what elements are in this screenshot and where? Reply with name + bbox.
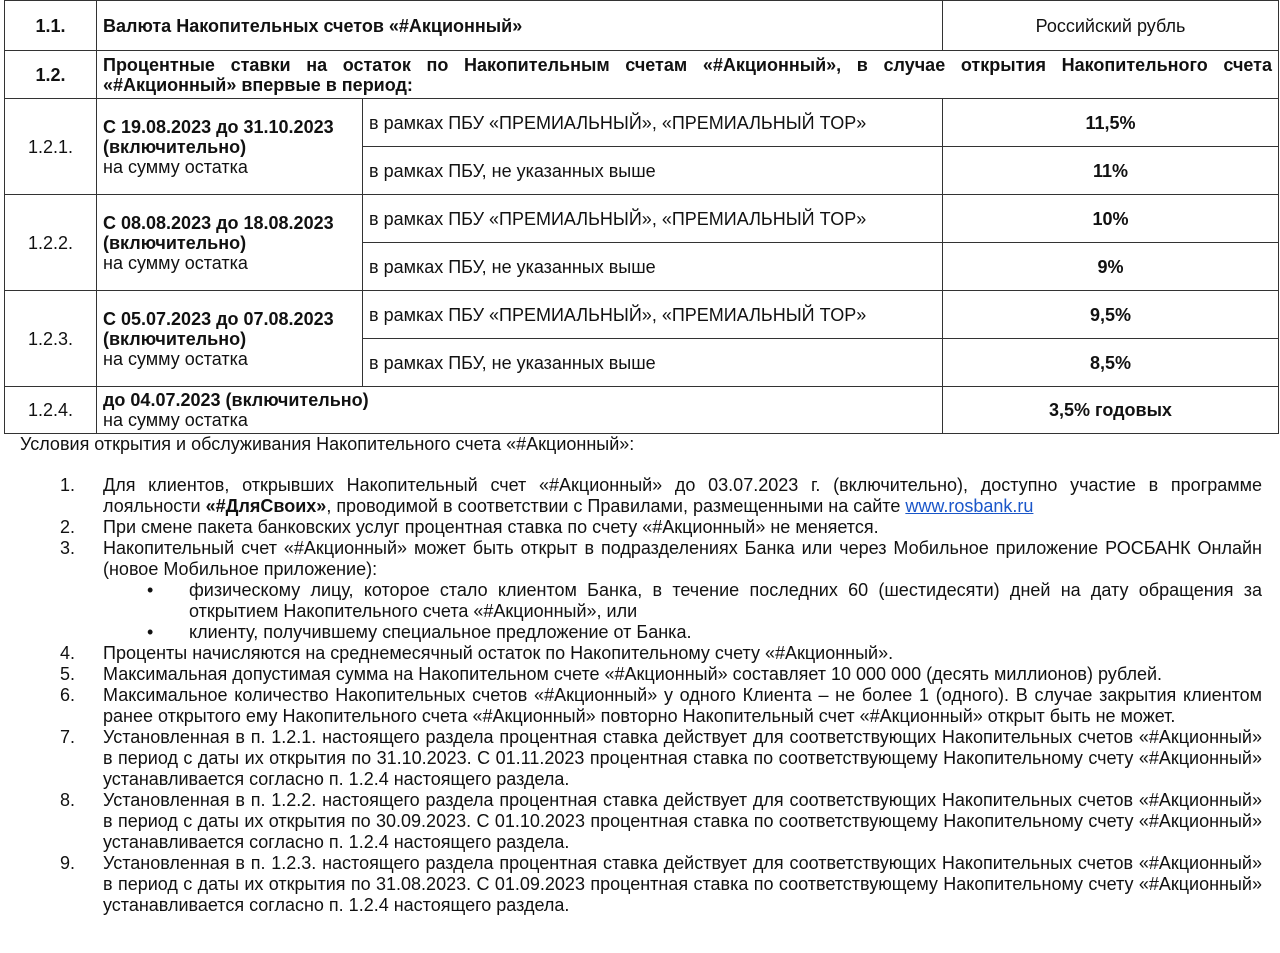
row-number: 1.2.2.: [5, 195, 97, 291]
period-cell: [97, 291, 363, 387]
bullet-item: [103, 580, 1262, 622]
item-text: Для клиентов, открывших Накопительный счет «#Акционный» до 03.07.2023 г. (включительно), доступно участие в программе лояльности: [103, 475, 1262, 516]
program-name: «#ДляСвоих»: [205, 496, 327, 516]
list-item: [0, 790, 1262, 853]
period-cell: [97, 99, 363, 195]
item-number: 3.: [60, 538, 76, 558]
rate-value: 10%: [943, 195, 1279, 243]
list-item: [0, 475, 1262, 517]
list-item: [0, 853, 1262, 916]
row-number: 1.2.4.: [5, 387, 97, 434]
rate-value: 11%: [943, 147, 1279, 195]
period-dates: С 05.07.2023 до 07.08.2023: [103, 308, 334, 329]
item-number: 6.: [60, 685, 76, 705]
item-number: 4.: [60, 643, 76, 663]
item-text: , проводимой в соответствии с Правилами, размещенными на сайте: [326, 496, 906, 516]
period-note: на сумму остатка: [103, 410, 248, 430]
item-number: 8.: [60, 790, 76, 810]
condition-cell: в рамках ПБУ «ПРЕМИАЛЬНЫЙ», «ПРЕМИАЛЬНЫЙ TOP»: [363, 195, 943, 243]
rate-value: 9%: [943, 243, 1279, 291]
table-row: [5, 195, 1279, 243]
condition-cell: в рамках ПБУ, не указанных выше: [363, 243, 943, 291]
rate-value: 9,5%: [943, 291, 1279, 339]
row-number: 1.2.1.: [5, 99, 97, 195]
bullet-item: [103, 622, 1262, 643]
bullet-text: физическому лицу, которое стало клиентом Банка, в течение последних 60 (шестидесяти) дней на дату обращения за открытием Накопительного счета «#Акционный», или: [189, 580, 1262, 621]
conditions-title: Условия открытия и обслуживания Накопительного счета «#Акционный»:: [20, 434, 635, 454]
item-number: 2.: [60, 517, 76, 537]
bullet-icon: •: [147, 580, 154, 600]
row-number: 1.1.: [5, 1, 97, 51]
item-text: Максимальная допустимая сумма на Накопительном счете «#Акционный» составляет 10 000 000 (десять миллионов) рублей.: [103, 664, 1163, 684]
rosbank-link[interactable]: www.rosbank.ru: [905, 496, 1034, 516]
item-text: Установленная в п. 1.2.2. настоящего раздела процентная ставка действует для соответствующих Накопительных счетов «#Акционный» в период с даты их открытия по 30.09.2023. С 01.10.2023 процентная ставка по соответствующему Накопительному счету «#Акционный» устанавливается согласно п. 1.2.4 настоящего раздела.: [103, 790, 1262, 852]
rate-value: 11,5%: [943, 99, 1279, 147]
item-number: 1.: [60, 475, 76, 495]
item-text: Максимальное количество Накопительных счетов «#Акционный» у одного Клиента – не более 1 (одного). В случае закрытия клиентом ранее открытого ему Накопительного счета «#Акционный» повторно Накопительный счет «#Акционный» открыт быть не может.: [103, 685, 1262, 726]
period-dates: С 19.08.2023 до 31.10.2023: [103, 116, 334, 137]
item-text: Проценты начисляются на среднемесячный остаток по Накопительному счету «#Акционный».: [103, 643, 894, 663]
conditions-list: [0, 475, 1262, 916]
row-number: 1.2.: [5, 51, 97, 99]
row-number: 1.2.3.: [5, 291, 97, 387]
currency-value: Российский рубль: [943, 1, 1279, 51]
item-text: Установленная в п. 1.2.1. настоящего раздела процентная ставка действует для соответствующих Накопительных счетов «#Акционный» в период с даты их открытия по 31.10.2023. С 01.11.2023 процентная ставка по соответствующему Накопительному счету «#Акционный» устанавливается согласно п. 1.2.4 настоящего раздела.: [103, 727, 1262, 789]
rate-value: 3,5% годовых: [943, 387, 1279, 434]
period-inclusive: (включительно): [103, 328, 247, 349]
period-note: на сумму остатка: [103, 156, 248, 177]
list-item: [0, 517, 1262, 538]
table-row: [5, 1, 1279, 51]
bullet-icon: •: [147, 622, 154, 642]
table-row: [5, 51, 1279, 99]
list-item: [0, 538, 1262, 643]
item-number: 5.: [60, 664, 76, 684]
table-row: [5, 387, 1279, 434]
item-number: 7.: [60, 727, 76, 747]
table-row: [5, 99, 1279, 147]
period-dates: до 04.07.2023 (включительно): [103, 390, 369, 410]
item-number: 9.: [60, 853, 76, 873]
period-note: на сумму остатка: [103, 348, 248, 369]
list-item: [0, 643, 1262, 664]
condition-cell: в рамках ПБУ «ПРЕМИАЛЬНЫЙ», «ПРЕМИАЛЬНЫЙ TOP»: [363, 291, 943, 339]
condition-cell: в рамках ПБУ, не указанных выше: [363, 339, 943, 387]
list-item: [0, 685, 1262, 727]
list-item: [0, 727, 1262, 790]
period-cell: [97, 387, 943, 434]
list-item: [0, 664, 1262, 685]
period-cell: [97, 195, 363, 291]
bullet-text: клиенту, получившему специальное предложение от Банка.: [189, 622, 692, 642]
period-inclusive: (включительно): [103, 136, 247, 157]
period-inclusive: (включительно): [103, 232, 247, 253]
item-text: При смене пакета банковских услуг процентная ставка по счету «#Акционный» не меняется.: [103, 517, 879, 537]
condition-cell: в рамках ПБУ, не указанных выше: [363, 147, 943, 195]
rates-heading: Процентные ставки на остаток по Накопительным счетам «#Акционный», в случае открытия Накопительного счета «#Акционный» впервые в период:: [97, 51, 1279, 99]
currency-label: Валюта Накопительных счетов «#Акционный»: [97, 1, 943, 51]
period-note: на сумму остатка: [103, 252, 248, 273]
bullet-list: [103, 580, 1262, 643]
item-text: Накопительный счет «#Акционный» может быть открыт в подразделениях Банка или через Мобильное приложение РОСБАНК Онлайн (новое Мобильное приложение):: [103, 538, 1262, 579]
table-row: [5, 291, 1279, 339]
rate-value: 8,5%: [943, 339, 1279, 387]
item-text: Установленная в п. 1.2.3. настоящего раздела процентная ставка действует для соответствующих Накопительных счетов «#Акционный» в период с даты их открытия по 31.08.2023. С 01.09.2023 процентная ставка по соответствующему Накопительному счету «#Акционный» устанавливается согласно п. 1.2.4 настоящего раздела.: [103, 853, 1262, 915]
rates-table: [4, 0, 1279, 434]
condition-cell: в рамках ПБУ «ПРЕМИАЛЬНЫЙ», «ПРЕМИАЛЬНЫЙ TOP»: [363, 99, 943, 147]
period-dates: С 08.08.2023 до 18.08.2023: [103, 212, 334, 233]
